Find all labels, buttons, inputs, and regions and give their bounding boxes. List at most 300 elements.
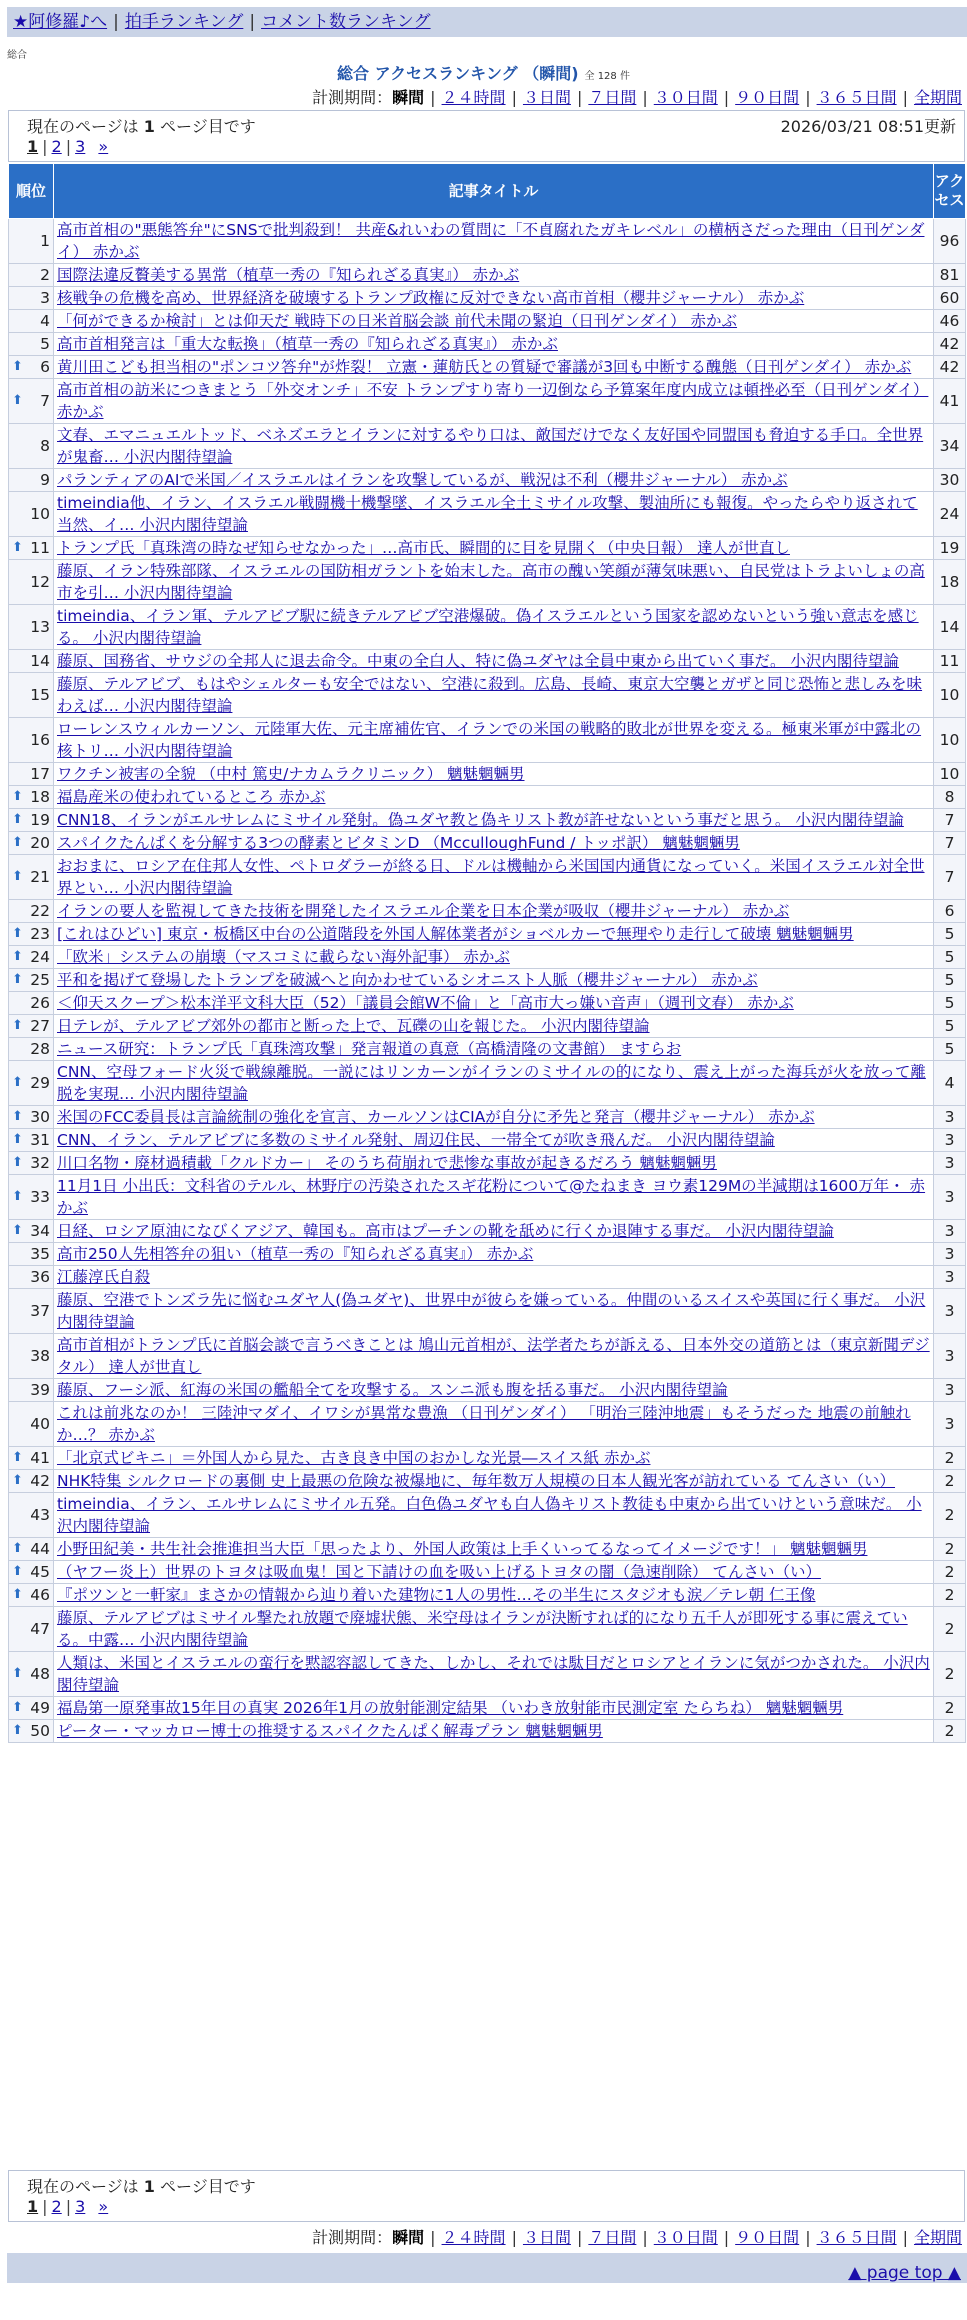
article-link[interactable]: 藤原、空港でトンズラ先に悩むユダヤ人(偽ユダヤ)、世界中が彼らを嫌っている。仲間のいるスイスや英国に行く事だ。 小沢内閣待望論: [57, 1291, 926, 1331]
rank-cell: [9, 424, 54, 469]
rank-up-arrow-icon: ⬆: [12, 359, 23, 374]
article-link[interactable]: ニュース研究：トランプ氏「真珠湾攻撃」発言報道の真意（高橋清隆の文書館） ますらお: [57, 1040, 682, 1058]
table-row: [9, 1038, 966, 1061]
table-row: [9, 1379, 966, 1402]
rank-number: 15: [30, 686, 50, 704]
article-link[interactable]: これは前兆なのか！ 三陸沖マダイ、イワシが異常な豊漁 （日刊ゲンダイ） 「明治三陸沖地震」もそうだった 地震の前触れか…？ 赤かぶ: [57, 1404, 911, 1444]
table-row: [9, 650, 966, 673]
title-cell: [54, 1334, 934, 1379]
rank-up-arrow-icon: ⬆: [12, 1223, 23, 1238]
rank-number: 23: [30, 925, 50, 943]
title-cell: [54, 650, 934, 673]
table-row: [9, 1720, 966, 1743]
table-row: [9, 718, 966, 763]
rank-cell: [9, 1561, 54, 1584]
rank-cell: [9, 1038, 54, 1061]
access-count: 5: [934, 1015, 966, 1038]
article-link[interactable]: 日テレが、テルアビブ郊外の都市と断った上で、瓦礫の山を報じた。 小沢内閣待望論: [57, 1017, 650, 1035]
article-link[interactable]: 藤原、イラン特殊部隊、イスラエルの国防相ガラントを始末した。高市の醜い笑顔が薄気味悪い、自民党はトラよいしょの高市を引… 小沢内閣待望論: [57, 562, 925, 602]
rank-cell: [9, 855, 54, 900]
access-count: 3: [934, 1379, 966, 1402]
access-count: 2: [934, 1584, 966, 1607]
access-count: 3: [934, 1220, 966, 1243]
rank-number: 38: [30, 1347, 50, 1365]
table-row: [9, 1447, 966, 1470]
rank-number: 28: [30, 1040, 50, 1058]
article-link[interactable]: パランティアのAIで米国／イスラエルはイランを攻撃しているが、戦況は不利（櫻井ジャーナル） 赤かぶ: [57, 471, 788, 489]
header-rank: 順位: [9, 164, 54, 219]
rank-number: 19: [30, 811, 50, 829]
access-count: 46: [934, 310, 966, 333]
title-cell: [54, 537, 934, 560]
rank-up-arrow-icon: ⬆: [12, 540, 23, 555]
period-selector-bottom: 計測期間：瞬間 | ２４時間 | ３日間 | ７日間 | ３０日間 | ９０日間 | ３６５日間 | 全期間: [312, 2228, 962, 2247]
title-cell: [54, 469, 934, 492]
article-link[interactable]: 「何ができるか検討」とは仰天だ 戦時下の日米首脳会談 前代未聞の緊迫（日刊ゲンダイ） 赤かぶ: [57, 312, 738, 330]
table-row: [9, 992, 966, 1015]
access-count: 8: [934, 786, 966, 809]
title-cell: [54, 310, 934, 333]
rank-number: 1: [40, 232, 50, 250]
access-count: 10: [934, 673, 966, 718]
article-link[interactable]: イランの要人を監視してきた技術を開発したイスラエル企業を日本企業が吸収（櫻井ジャーナル） 赤かぶ: [57, 902, 790, 920]
article-link[interactable]: 江藤淳氏自殺: [57, 1268, 151, 1286]
access-count: 7: [934, 809, 966, 832]
rank-cell: [9, 469, 54, 492]
period-link-30d[interactable]: ３０日間: [653, 2228, 718, 2247]
access-count: 30: [934, 469, 966, 492]
rank-number: 13: [30, 618, 50, 636]
period-link-90d[interactable]: ９０日間: [735, 2228, 800, 2247]
access-count: 42: [934, 356, 966, 379]
rank-up-arrow-icon: ⬆: [12, 1189, 23, 1204]
article-link[interactable]: 国際法違反贅美する異常（植草一秀の『知られざる真実』） 赤かぶ: [57, 266, 520, 284]
table-row: [9, 264, 966, 287]
table-row: [9, 923, 966, 946]
rank-cell: [9, 786, 54, 809]
period-selector-top: 計測期間：瞬間 | ２４時間 | ３日間 | ７日間 | ３０日間 | ９０日間 | ３６５日間 | 全期間: [312, 88, 962, 107]
rank-cell: [9, 809, 54, 832]
access-count: 41: [934, 379, 966, 424]
period-link-30d[interactable]: ３０日間: [653, 88, 718, 107]
article-link[interactable]: 藤原、国務省、サウジの全邦人に退去命令。中東の全白人、特に偽ユダヤは全員中東から出ていく事だ。 小沢内閣待望論: [57, 652, 899, 670]
access-count: 2: [934, 1607, 966, 1652]
access-count: 3: [934, 1402, 966, 1447]
period-link-all[interactable]: 全期間: [913, 88, 962, 107]
rank-up-arrow-icon: ⬆: [12, 1700, 23, 1715]
article-link[interactable]: 「北京式ビキニ」＝外国人から見た、古き良き中国のおかしな光景―スイス紙 赤かぶ: [57, 1449, 651, 1467]
title-cell: [54, 1129, 934, 1152]
title-cell: [54, 1038, 934, 1061]
rank-cell: [9, 1243, 54, 1266]
title-cell: [54, 832, 934, 855]
rank-up-arrow-icon: ⬆: [12, 1541, 23, 1556]
access-count: 5: [934, 946, 966, 969]
access-count: 34: [934, 424, 966, 469]
rank-number: 42: [30, 1472, 50, 1490]
article-link[interactable]: トランプ氏「真珠湾の時なぜ知らせなかった」…高市氏、瞬間的に目を見開く（中央日報） 達人が世直し: [57, 539, 790, 557]
period-link-365d[interactable]: ３６５日間: [816, 2228, 897, 2247]
table-row: [9, 1470, 966, 1493]
page-link-2[interactable]: 2: [51, 137, 62, 156]
ranking-rows: [9, 219, 966, 1743]
article-link[interactable]: 『ポツンと一軒家』まさかの情報から辿り着いた建物に1人の男性…その半生にスタジオも涙／テレ朝 仁王像: [57, 1586, 816, 1604]
title-cell: [54, 356, 934, 379]
rank-number: 4: [40, 312, 50, 330]
access-count: 10: [934, 718, 966, 763]
table-row: [9, 1220, 966, 1243]
rank-number: 49: [30, 1699, 50, 1717]
table-header-row: [9, 164, 966, 219]
title-cell: [54, 1493, 934, 1538]
access-count: 3: [934, 1129, 966, 1152]
rank-up-arrow-icon: ⬆: [12, 393, 23, 408]
rank-cell: [9, 1015, 54, 1038]
rank-number: 14: [30, 652, 50, 670]
rank-up-arrow-icon: ⬆: [12, 1564, 23, 1579]
title-cell: [54, 855, 934, 900]
rank-number: 8: [40, 437, 50, 455]
rank-cell: [9, 264, 54, 287]
table-row: [9, 469, 966, 492]
rank-cell: [9, 969, 54, 992]
title-cell: [54, 786, 934, 809]
article-link[interactable]: CNN、イラン、テルアビブに多数のミサイル発射、周辺住民、一帯全てが吹き飛んだ。 小沢内閣待望論: [57, 1131, 775, 1149]
rank-number: 9: [40, 471, 50, 489]
access-count: 2: [934, 1493, 966, 1538]
article-link[interactable]: 核戦争の危機を高め、世界経済を破壊するトランプ政権に反対できない高市首相（櫻井ジャーナル） 赤かぶ: [57, 289, 805, 307]
rank-cell: [9, 605, 54, 650]
table-row: [9, 379, 966, 424]
article-link[interactable]: 高市首相の訪米につきまとう「外交オンチ」不安 トランプすり寄り一辺倒なら予算案年度内成立は頓挫必至（日刊ゲンダイ） 赤かぶ: [57, 381, 929, 421]
table-row: [9, 1561, 966, 1584]
title-cell: [54, 809, 934, 832]
access-count: 19: [934, 537, 966, 560]
period-link-all[interactable]: 全期間: [913, 2228, 962, 2247]
page-title-text: 総合 アクセスランキング （瞬間): [337, 64, 579, 83]
period-link-3d[interactable]: ３日間: [522, 88, 571, 107]
title-cell: [54, 946, 934, 969]
article-link[interactable]: 福島産米の使われているところ 赤かぶ: [57, 788, 326, 806]
rank-number: 25: [30, 971, 50, 989]
page-link-3[interactable]: 3: [75, 137, 86, 156]
rank-cell: [9, 1334, 54, 1379]
rank-number: 48: [30, 1665, 50, 1683]
rank-number: 40: [30, 1415, 50, 1433]
article-link[interactable]: 福島第一原発事故15年目の真実 2026年1月の放射能測定結果 （いわき放射能市民測定室 たらちね） 魑魅魍魎男: [57, 1699, 844, 1717]
table-row: [9, 537, 966, 560]
article-link[interactable]: 「欧米」システムの崩壊（マスコミに載らない海外記事） 赤かぶ: [57, 948, 510, 966]
rank-cell: [9, 763, 54, 786]
rank-cell: [9, 1175, 54, 1220]
access-count: 60: [934, 287, 966, 310]
table-row: [9, 1334, 966, 1379]
article-link[interactable]: timeindia、イラン、エルサレムにミサイル五発。白色偽ユダヤも白人偽キリスト教徒も中東から出ていけという意味だ。 小沢内閣待望論: [57, 1495, 922, 1535]
rank-cell: [9, 992, 54, 1015]
rank-cell: [9, 1402, 54, 1447]
total-count: 全 128 件: [584, 71, 630, 82]
rank-cell: [9, 1129, 54, 1152]
title-cell: [54, 1447, 934, 1470]
title-cell: [54, 560, 934, 605]
title-cell: [54, 287, 934, 310]
title-cell: [54, 333, 934, 356]
page-top-link[interactable]: ▲ page top ▲: [848, 2263, 961, 2283]
rank-number: 37: [30, 1302, 50, 1320]
rank-up-arrow-icon: ⬆: [12, 835, 23, 850]
rank-number: 50: [30, 1722, 50, 1740]
table-row: [9, 560, 966, 605]
rank-number: 35: [30, 1245, 50, 1263]
article-link[interactable]: 米国のFCC委員長は言論統制の強化を宣言、カールソンはCIAが自分に矛先と発言（櫻井ジャーナル） 赤かぶ: [57, 1108, 815, 1126]
rank-number: 24: [30, 948, 50, 966]
access-count: 5: [934, 1038, 966, 1061]
rank-cell: [9, 718, 54, 763]
article-link[interactable]: CNN、空母フォード火災で戦線離脱。一説にはリンカーンがイランのミサイルの的になり、震え上がった海兵が火を放って離脱を実現… 小沢内閣待望論: [57, 1063, 926, 1103]
rank-cell: [9, 1266, 54, 1289]
table-row: [9, 809, 966, 832]
access-count: 3: [934, 1243, 966, 1266]
rank-cell: [9, 1379, 54, 1402]
rank-number: 34: [30, 1222, 50, 1240]
page-links: 1 | 2 | 3 »: [27, 2197, 109, 2216]
rank-cell: [9, 1652, 54, 1697]
period-link-3d[interactable]: ３日間: [522, 2228, 571, 2247]
article-link[interactable]: 平和を掲げて登場したトランプを破滅へと向かわせているシオニスト人脈（櫻井ジャーナル） 赤かぶ: [57, 971, 758, 989]
table-row: [9, 763, 966, 786]
rank-up-arrow-icon: ⬆: [12, 1155, 23, 1170]
period-current: 瞬間: [392, 2228, 425, 2247]
table-row: [9, 424, 966, 469]
rank-number: 2: [40, 266, 50, 284]
period-link-24h[interactable]: ２４時間: [441, 88, 506, 107]
article-link[interactable]: 高市250人先相答弁の狙い（植草一秀の『知られざる真実』） 赤かぶ: [57, 1245, 534, 1263]
period-link-24h[interactable]: ２４時間: [441, 2228, 506, 2247]
rank-number: 26: [30, 994, 50, 1012]
rank-number: 16: [30, 731, 50, 749]
rank-number: 45: [30, 1563, 50, 1581]
rank-cell: [9, 287, 54, 310]
title-cell: [54, 992, 934, 1015]
next-page-link[interactable]: »: [98, 2197, 109, 2216]
rank-up-arrow-icon: ⬆: [12, 1587, 23, 1602]
table-row: [9, 855, 966, 900]
rank-number: 22: [30, 902, 50, 920]
access-count: 18: [934, 560, 966, 605]
rank-number: 36: [30, 1268, 50, 1286]
rank-cell: [9, 537, 54, 560]
table-row: [9, 1538, 966, 1561]
rank-number: 7: [40, 392, 50, 410]
table-row: [9, 1015, 966, 1038]
rank-cell: [9, 379, 54, 424]
rank-number: 30: [30, 1108, 50, 1126]
rank-number: 39: [30, 1381, 50, 1399]
article-link[interactable]: （ヤフー炎上）世界のトヨタは吸血鬼！国と下請けの血を吸い上げるトヨタの闇（急速削除） てんさい（い）: [57, 1563, 821, 1581]
current-page-text: 現在のページは 1 ページ目です: [27, 117, 256, 136]
article-link[interactable]: ローレンスウィルカーソン、元陸軍大佐、元主席補佐官、イランでの米国の戦略的敗北が世界を変える。極東米軍が中露北の核トリ… 小沢内閣待望論: [57, 720, 922, 760]
rank-cell: [9, 492, 54, 537]
rank-up-arrow-icon: ⬆: [12, 1018, 23, 1033]
access-count: 24: [934, 492, 966, 537]
title-cell: [54, 1015, 934, 1038]
table-row: [9, 219, 966, 264]
title-cell: [54, 1697, 934, 1720]
rank-cell: [9, 219, 54, 264]
access-count: 3: [934, 1152, 966, 1175]
nav-link-comment-ranking[interactable]: コメント数ランキング: [261, 12, 431, 32]
title-cell: [54, 492, 934, 537]
table-row: [9, 900, 966, 923]
rank-up-arrow-icon: ⬆: [12, 972, 23, 987]
period-label: 計測期間：: [312, 88, 393, 107]
article-link[interactable]: 人類は、米国とイスラエルの蛮行を黙認容認してきた、しかし、それでは駄目だとロシアとイランに気がつかされた。 小沢内閣待望論: [57, 1654, 930, 1694]
period-link-7d[interactable]: ７日間: [588, 88, 637, 107]
rank-cell: [9, 900, 54, 923]
title-cell: [54, 1061, 934, 1106]
access-count: 2: [934, 1538, 966, 1561]
rank-up-arrow-icon: ⬆: [12, 812, 23, 827]
article-link[interactable]: 高市首相発言は「重大な転換」（植草一秀の『知られざる真実』） 赤かぶ: [57, 335, 558, 353]
article-link[interactable]: NHK特集 シルクロードの裏側 史上最悪の危険な被爆地に、毎年数万人規模の日本人観光客が訪れている てんさい（い）: [57, 1472, 896, 1490]
article-link[interactable]: 文春、エマニュエルトッド、ベネズエラとイランに対するやり口は、敵国だけでなく友好国や同盟国も脅迫する手口。全世界が鬼畜… 小沢内閣待望論: [57, 426, 924, 466]
rank-cell: [9, 310, 54, 333]
title-cell: [54, 1106, 934, 1129]
table-row: [9, 1289, 966, 1334]
title-cell: [54, 424, 934, 469]
title-cell: [54, 219, 934, 264]
table-row: [9, 946, 966, 969]
access-count: 5: [934, 992, 966, 1015]
title-cell: [54, 1243, 934, 1266]
article-link[interactable]: 11月1日 小出氏：文科省のテルル、林野庁の汚染されたスギ花粉について@たねまき ヨウ素129Mの半減期は1600万年・ 赤かぶ: [57, 1177, 926, 1217]
title-cell: [54, 1584, 934, 1607]
table-row: [9, 969, 966, 992]
rank-cell: [9, 1470, 54, 1493]
access-count: 2: [934, 1470, 966, 1493]
rank-number: 6: [40, 358, 50, 376]
article-link[interactable]: CNN18、イランがエルサレムにミサイル発射。偽ユダヤ教と偽キリスト教が許せないという事だと思う。 小沢内閣待望論: [57, 811, 904, 829]
pager-bottom: [8, 2170, 965, 2222]
article-link[interactable]: ピーター・マッカロー博士の推奨するスパイクたんぱく解毒プラン 魑魅魍魎男: [57, 1722, 603, 1740]
current-page-text: 現在のページは 1 ページ目です: [27, 2177, 256, 2196]
header-access: アクセス: [934, 164, 966, 219]
access-count: 3: [934, 1289, 966, 1334]
rank-cell: [9, 1447, 54, 1470]
rank-cell: [9, 923, 54, 946]
table-row: [9, 673, 966, 718]
table-row: [9, 1607, 966, 1652]
rank-up-arrow-icon: ⬆: [12, 949, 23, 964]
rank-up-arrow-icon: ⬆: [12, 789, 23, 804]
rank-up-arrow-icon: ⬆: [12, 1723, 23, 1738]
title-cell: [54, 1607, 934, 1652]
table-row: [9, 1175, 966, 1220]
period-link-7d[interactable]: ７日間: [588, 2228, 637, 2247]
article-link[interactable]: ＜仰天スクープ＞松本洋平文科大臣（52）「議員会館W不倫」と「高市大っ嫌い音声」（週刊文春） 赤かぶ: [57, 994, 794, 1012]
rank-number: 5: [40, 335, 50, 353]
rank-number: 33: [30, 1188, 50, 1206]
article-link[interactable]: 高市首相の"悪態答弁"にSNSで批判殺到！ 共産&れいわの質問に「不貞腐れたガキレベル」の横柄さだった理由（日刊ゲンダイ） 赤かぶ: [57, 221, 925, 261]
article-link[interactable]: スパイクたんぱくを分解する3つの酵素とビタミンD （McculloughFund / トッポ訳） 魑魅魍魎男: [57, 834, 740, 852]
article-link[interactable]: 小野田紀美・共生社会推進担当大臣「思ったより、外国人政策は上手くいってるなってイメージです！」 魑魅魍魎男: [57, 1540, 868, 1558]
rank-cell: [9, 1720, 54, 1743]
page-link-1[interactable]: 1: [27, 2197, 39, 2216]
rank-cell: [9, 673, 54, 718]
title-cell: [54, 718, 934, 763]
nav-separator: |: [113, 12, 119, 32]
rank-cell: [9, 1220, 54, 1243]
nav-link-asyura[interactable]: ★阿修羅♪へ: [13, 12, 108, 32]
nav-link-clap-ranking[interactable]: 拍手ランキング: [124, 12, 244, 32]
article-link[interactable]: ワクチン被害の全貌 （中村 篤史/ナカムラクリニック） 魑魅魍魎男: [57, 765, 525, 783]
page-link-2[interactable]: 2: [51, 2197, 62, 2216]
period-link-90d[interactable]: ９０日間: [735, 88, 800, 107]
updated-timestamp: 2026/03/21 08:51更新: [780, 117, 956, 136]
rank-up-arrow-icon: ⬆: [12, 926, 23, 941]
article-link[interactable]: [これはひどい] 東京・板橋区中台の公道階段を外国人解体業者がショベルカーで無理やり走行して破壊 魑魅魍魎男: [57, 925, 854, 943]
pager-top: [8, 110, 965, 162]
article-link[interactable]: timeindia、イラン軍、テルアビブ駅に続きテルアビブ空港爆破。偽イスラエルという国家を認めないという強い意志を感じる。 小沢内閣待望論: [57, 607, 919, 647]
rank-number: 18: [30, 788, 50, 806]
table-row: [9, 1402, 966, 1447]
title-cell: [54, 1470, 934, 1493]
rank-up-arrow-icon: ⬆: [12, 1075, 23, 1090]
rank-number: 32: [30, 1154, 50, 1172]
rank-number: 12: [30, 573, 50, 591]
access-count: 96: [934, 219, 966, 264]
rank-up-arrow-icon: ⬆: [12, 1109, 23, 1124]
article-link[interactable]: 藤原、フーシ派、紅海の米国の艦船全てを攻撃する。スンニ派も腹を括る事だ。 小沢内閣待望論: [57, 1381, 728, 1399]
article-link[interactable]: おおまに、ロシア在住邦人女性、ペトロダラーが終る日、ドルは機軸から米国国内通貨になっていく。米国イスラエル対全世界とい… 小沢内閣待望論: [57, 857, 925, 897]
rank-number: 11: [30, 539, 50, 557]
rank-cell: [9, 1697, 54, 1720]
article-link[interactable]: 藤原、テルアビブ、もはやシェルターも安全ではない、空港に殺到。広島、長崎、東京大空襲とガザと同じ恐怖と悲しみを味わえば… 小沢内閣待望論: [57, 675, 923, 715]
rank-number: 29: [30, 1074, 50, 1092]
period-link-365d[interactable]: ３６５日間: [816, 88, 897, 107]
table-row: [9, 1061, 966, 1106]
page-link-3[interactable]: 3: [75, 2197, 86, 2216]
table-row: [9, 333, 966, 356]
access-count: 4: [934, 1061, 966, 1106]
next-page-link[interactable]: »: [98, 137, 109, 156]
article-link[interactable]: 黄川田こども担当相の"ポンコツ答弁"が炸裂！ 立憲・蓮舫氏との質疑で審議が3回も中断する醜態（日刊ゲンダイ） 赤かぶ: [57, 358, 912, 376]
page-link-1[interactable]: 1: [27, 137, 39, 156]
access-count: 2: [934, 1561, 966, 1584]
access-count: 42: [934, 333, 966, 356]
title-cell: [54, 1720, 934, 1743]
article-link[interactable]: 高市首相がトランプ氏に首脳会談で言うべきことは 鳩山元首相が、法学者たちが訴える、日本外交の道筋とは（東京新聞デジタル） 達人が世直し: [57, 1336, 930, 1376]
article-link[interactable]: 日経、ロシア原油になびくアジア、韓国も。高市はプーチンの靴を舐めに行くか退陣する事だ。 小沢内閣待望論: [57, 1222, 834, 1240]
article-link[interactable]: timeindia他、イラン、イスラエル戦闘機十機撃墜、イスラエル全土ミサイル攻撃、製油所にも報復。やったらやり返されて当然、イ… 小沢内閣待望論: [57, 494, 918, 534]
title-cell: [54, 1289, 934, 1334]
title-cell: [54, 605, 934, 650]
rank-number: 41: [30, 1449, 50, 1467]
table-row: [9, 1106, 966, 1129]
rank-number: 3: [40, 289, 50, 307]
title-cell: [54, 1652, 934, 1697]
title-cell: [54, 969, 934, 992]
rank-cell: [9, 946, 54, 969]
nav-separator: |: [249, 12, 256, 32]
table-row: [9, 1266, 966, 1289]
table-row: [9, 1129, 966, 1152]
article-link[interactable]: 藤原、テルアビブはミサイル撃たれ放題で廃墟状態、米空母はイランが決断すれば的になり五千人が即死する事に震えている。中露… 小沢内閣待望論: [57, 1609, 908, 1649]
rank-number: 20: [30, 834, 50, 852]
rank-number: 21: [30, 868, 50, 886]
rank-number: 43: [30, 1506, 50, 1524]
article-link[interactable]: 川口名物・廃材過積載「クルドカー」 そのうち荷崩れで悲惨な事故が起きるだろう 魑魅魍魎男: [57, 1154, 717, 1172]
